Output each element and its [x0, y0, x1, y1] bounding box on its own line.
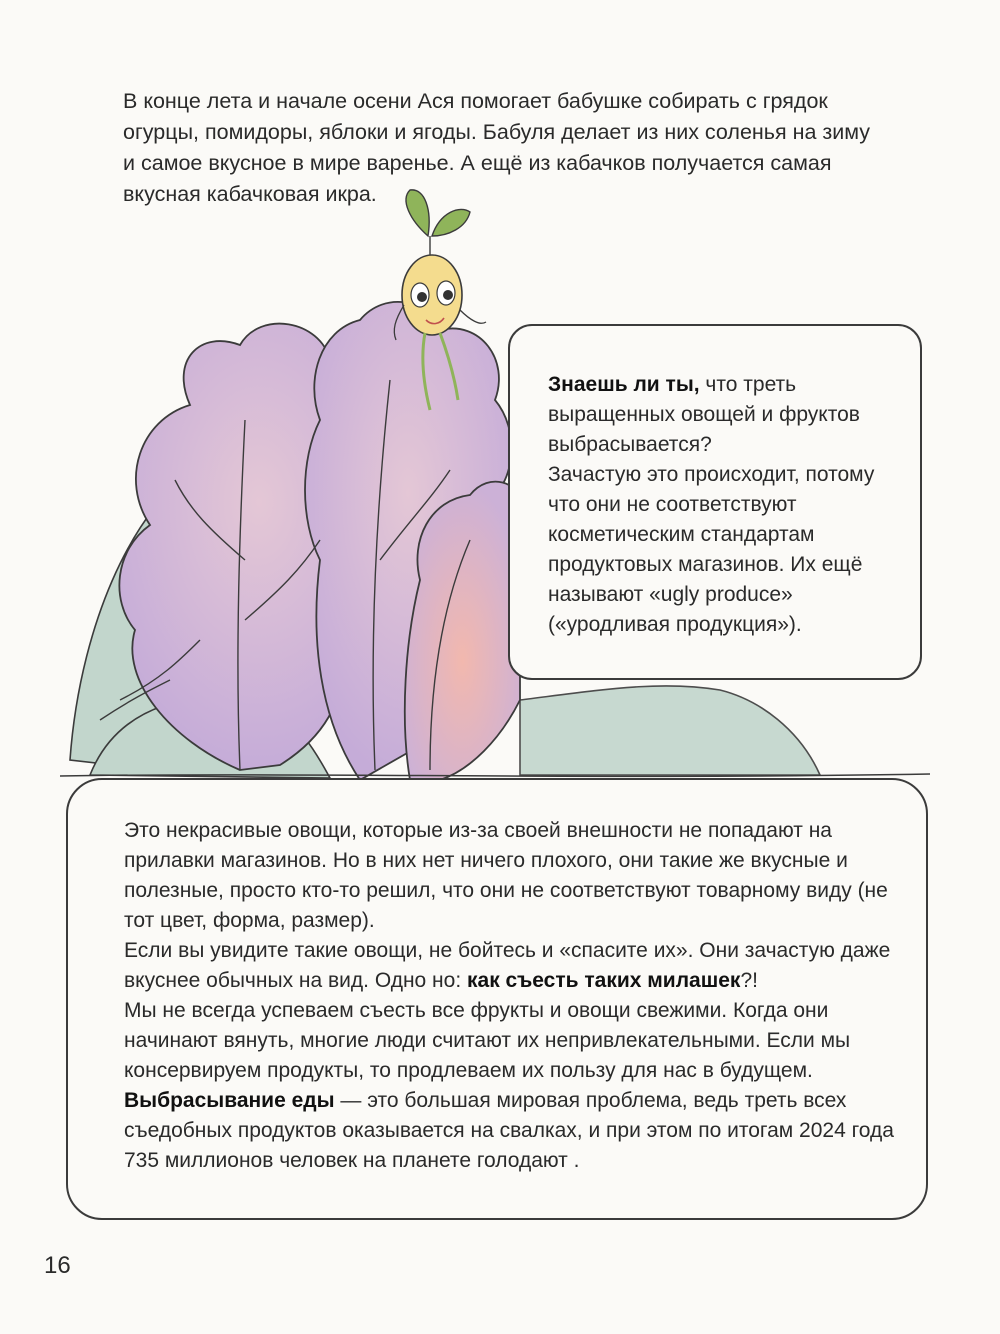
fact-text-2: Зачастую это происходит, потому что они не соответствуют косметическим стандартам продуктовых магазинов. Их ещё называют «ugly produce» («уродливая продукция»).	[548, 463, 875, 636]
main-paragraph-4	[124, 1086, 904, 1176]
fact-text-1: что треть выращенных овощей и фруктов выбрасывается?	[548, 373, 860, 456]
intro-paragraph: В конце лета и начале осени Ася помогает бабушке собирать с грядок огурцы, помидоры, яблоки и ягоды. Бабуля делает из них соленья на зиму и самое вкусное в мире варенье. А ещё из кабачков получается самая вкусная кабачковая икра.	[123, 89, 871, 206]
main-paragraph-4-rest: — это большая мировая проблема, ведь треть всех съедобных продуктов оказывается на свалках, и при этом по итогам 2024 года 735 миллионов человек на планете голодают .	[124, 1089, 894, 1172]
page-number: 16	[44, 1252, 71, 1279]
main-paragraph-2	[124, 936, 904, 996]
main-paragraph-2-bold: как съесть таких милашек	[467, 969, 741, 992]
main-paragraph-2-start: Если вы увидите такие овощи, не бойтесь и «спасите их». Они зачастую даже вкуснее обычных на вид. Одно но:	[124, 939, 891, 992]
main-paragraph-2-end: ?!	[740, 969, 758, 992]
main-text	[124, 816, 904, 1176]
main-paragraph-4-bold: Выбрасывание еды	[124, 1089, 335, 1112]
fact-heading: Знаешь ли ты,	[548, 373, 700, 396]
fact-text	[548, 370, 898, 640]
main-paragraph-1: Это некрасивые овощи, которые из-за своей внешности не попадают на прилавки магазинов. Но в них нет ничего плохого, они такие же вкусные и полезные, просто кто-то решил, что они не соответствуют товарному виду (не тот цвет, форма, размер).	[124, 819, 888, 932]
main-paragraph-3: Мы не всегда успеваем съесть все фрукты и овощи свежими. Когда они начинают вянуть, многие люди считают их непривлекательными. Если мы консервируем продукты, то продлеваем их пользу для нас в будущем.	[124, 999, 851, 1082]
